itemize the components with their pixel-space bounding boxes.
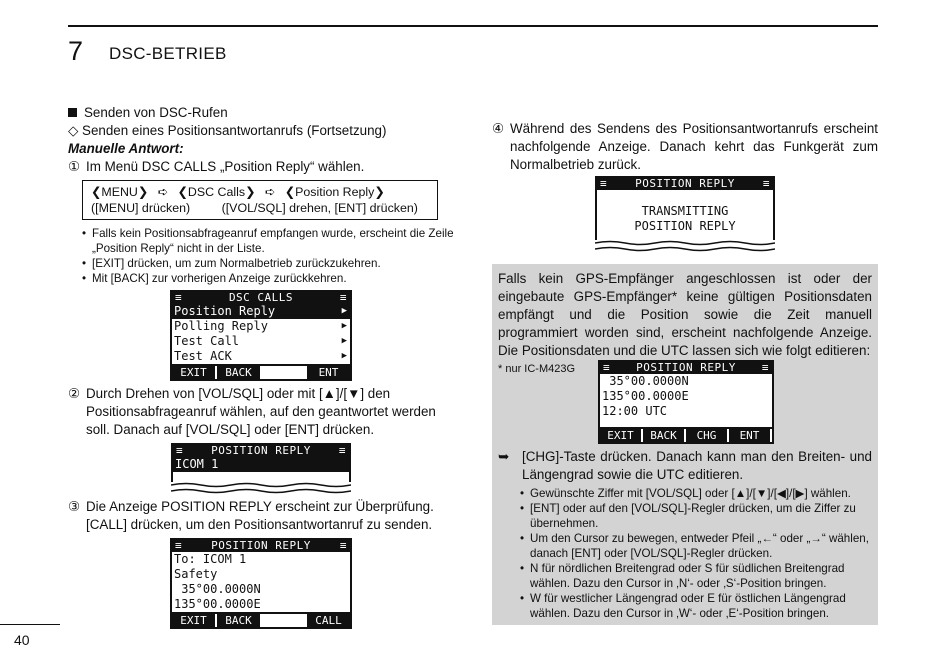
step-number: ③ — [68, 499, 81, 514]
lcd-softkeys — [172, 612, 350, 627]
softkey — [262, 614, 305, 627]
lcd-title: ≡ POSITION REPLY ≡ — [597, 178, 773, 190]
list-item: • Falls kein Positionsabfrageanruf empfangen wurde, erscheint die Zeile „Position Reply“ nicht in der Liste. — [82, 226, 454, 256]
step-number: ② — [68, 386, 81, 401]
menu-path-hint-row: ([MENU] drücken) ([VOL/SQL] drehen, [ENT] drücken) — [91, 201, 418, 215]
lcd-screen — [171, 443, 351, 482]
arrow-right-icon: ➥ — [498, 449, 510, 464]
list-item: • W für westlicher Längengrad oder E für östlichen Längengrad wählen. Dazu den Cursor in ‚W‘- oder ‚E‘-Position bringen. — [520, 591, 872, 621]
softkey: ENT — [307, 366, 350, 379]
chg-instruction — [498, 448, 872, 484]
lcd-menu-item: Position Reply ▶ — [172, 304, 350, 319]
menu-path-box — [82, 180, 438, 220]
square-bullet-icon — [68, 108, 77, 117]
list-item: • [EXIT] drücken, um zum Normalbetrieb zurückzukehren. — [82, 256, 454, 271]
lcd-line: Safety — [174, 567, 218, 581]
notes-list — [82, 226, 454, 286]
lcd-line: 12:00 UTC — [602, 404, 668, 418]
footnote: * nur IC-M423G — [498, 363, 576, 375]
lcd-menu-item: Test Call ▶ — [174, 334, 347, 348]
lcd-softkeys — [172, 364, 350, 379]
chapter-title: DSC-BETRIEB — [109, 44, 227, 63]
lcd-title: ≡ POSITION REPLY ≡ — [173, 445, 349, 457]
softkey: CALL — [307, 614, 350, 627]
lcd-title: ≡ POSITION REPLY ≡ — [600, 362, 772, 374]
softkey: BACK — [643, 429, 684, 442]
lcd-position-reply-confirm — [170, 538, 352, 629]
lcd-line: 35°00.0000N — [174, 582, 261, 596]
list-item: • Mit [BACK] zur vorherigen Anzeige zurückkehren. — [82, 271, 454, 286]
softkey: EXIT — [600, 429, 641, 442]
left-column — [68, 104, 454, 633]
manual-label: Manuelle Antwort: — [68, 141, 184, 156]
list-item: • Um den Cursor zu bewegen, entweder Pfeil „←“ oder „→“ wählen, danach [ENT] oder [VOL/SQL]-Regler drücken. — [520, 531, 872, 561]
list-item: • [ENT] oder auf den [VOL/SQL]-Regler drücken, um die Ziffer zu übernehmen. — [520, 501, 872, 531]
step-text: Durch Drehen von [VOL/SQL] oder mit [▲]/[▼] den Positionsabfrageanruf wählen, auf den geantwortet werden soll. Danach auf [VOL/SQL] oder [ENT] drücken. — [86, 386, 436, 437]
softkey: ENT — [729, 429, 770, 442]
lcd-position-reply-list — [171, 443, 351, 496]
list-item: • N für nördlichen Breitengrad oder S für südlichen Breitengrad wählen. Dazu den Cursor in ‚N‘- oder ‚S‘-Position bringen. — [520, 561, 872, 591]
subsection-heading: ◇ Senden eines Positionsantwortanrufs (Fortsetzung) — [68, 123, 387, 138]
step-3 — [68, 498, 454, 534]
step-text: Die Anzeige POSITION REPLY erscheint zur Überprüfung. [CALL] drücken, um den Positionsantwortanruf zu senden. — [86, 499, 434, 532]
page-number: 40 — [14, 632, 30, 648]
lcd-softkeys — [600, 427, 772, 442]
lcd-line: ICOM 1 — [173, 457, 349, 472]
lcd-menu-item: Polling Reply ▶ — [174, 319, 347, 333]
menu-path-row: ❮MENU❯ ➪ ❮DSC Calls❯ ➪ ❮Position Reply❯ — [91, 185, 385, 199]
lcd-position-edit — [598, 360, 774, 444]
step-2 — [68, 385, 454, 439]
softkey: EXIT — [172, 366, 215, 379]
step-text: Während des Sendens des Positionsantwortanrufs erscheint nachfolgende Anzeige. Danach kehrt das Funkgerät zum Normalbetrieb zurück. — [510, 121, 878, 172]
cutoff-wave — [595, 240, 775, 254]
lcd-line: POSITION REPLY — [634, 219, 736, 233]
header-rule — [68, 25, 878, 27]
lcd-line: 135°00.0000E — [602, 389, 689, 403]
note-text: Falls kein GPS-Empfänger angeschlossen ist oder der eingebaute GPS-Empfänger* keine gültigen Positionsdaten empfängt und die Position sowie die Zeit manuell programmiert worden sind, erscheint nachfolgende Anzeige. Die Positionsdaten und die UTC lassen sich wie folgt editieren: — [498, 271, 872, 358]
lcd-line: To: ICOM 1 — [174, 552, 247, 566]
footnote-row — [498, 360, 872, 444]
lcd-transmitting — [595, 176, 775, 254]
softkey: BACK — [217, 614, 260, 627]
step-text: Im Menü DSC CALLS „Position Reply“ wählen. — [86, 159, 365, 174]
gps-note-box — [492, 264, 878, 625]
right-column — [492, 120, 878, 625]
softkey: BACK — [217, 366, 260, 379]
chg-text: [CHG]-Taste drücken. Danach kann man den Breiten- und Längengrad sowie die UTC editieren. — [522, 449, 872, 482]
step-number: ① — [68, 159, 81, 174]
lcd-line: TRANSMITTING — [641, 204, 729, 218]
chg-list — [520, 486, 872, 621]
softkey: CHG — [686, 429, 727, 442]
lcd-menu-item: Test ACK ▶ — [174, 349, 347, 363]
lcd-title: ≡ POSITION REPLY ≡ — [172, 540, 350, 552]
chapter-number: 7 — [68, 36, 84, 66]
section-heading: Senden von DSC-Rufen — [68, 104, 454, 122]
step-4 — [492, 120, 878, 174]
step-number: ④ — [492, 121, 505, 136]
lcd-line: 35°00.0000N — [602, 374, 689, 388]
list-item: • Gewünschte Ziffer mit [VOL/SQL] oder [▲]/[▼]/[◀]/[▶] wählen. — [520, 486, 872, 501]
footer-rule — [0, 624, 60, 625]
softkey — [262, 366, 305, 379]
softkey: EXIT — [172, 614, 215, 627]
cutoff-wave — [171, 482, 351, 496]
lcd-title: ≡ DSC CALLS ≡ — [172, 292, 350, 304]
step-1 — [68, 158, 454, 176]
lcd-line: 135°00.0000E — [174, 597, 261, 611]
lcd-dsc-calls — [170, 290, 352, 381]
lcd-screen — [595, 176, 775, 240]
